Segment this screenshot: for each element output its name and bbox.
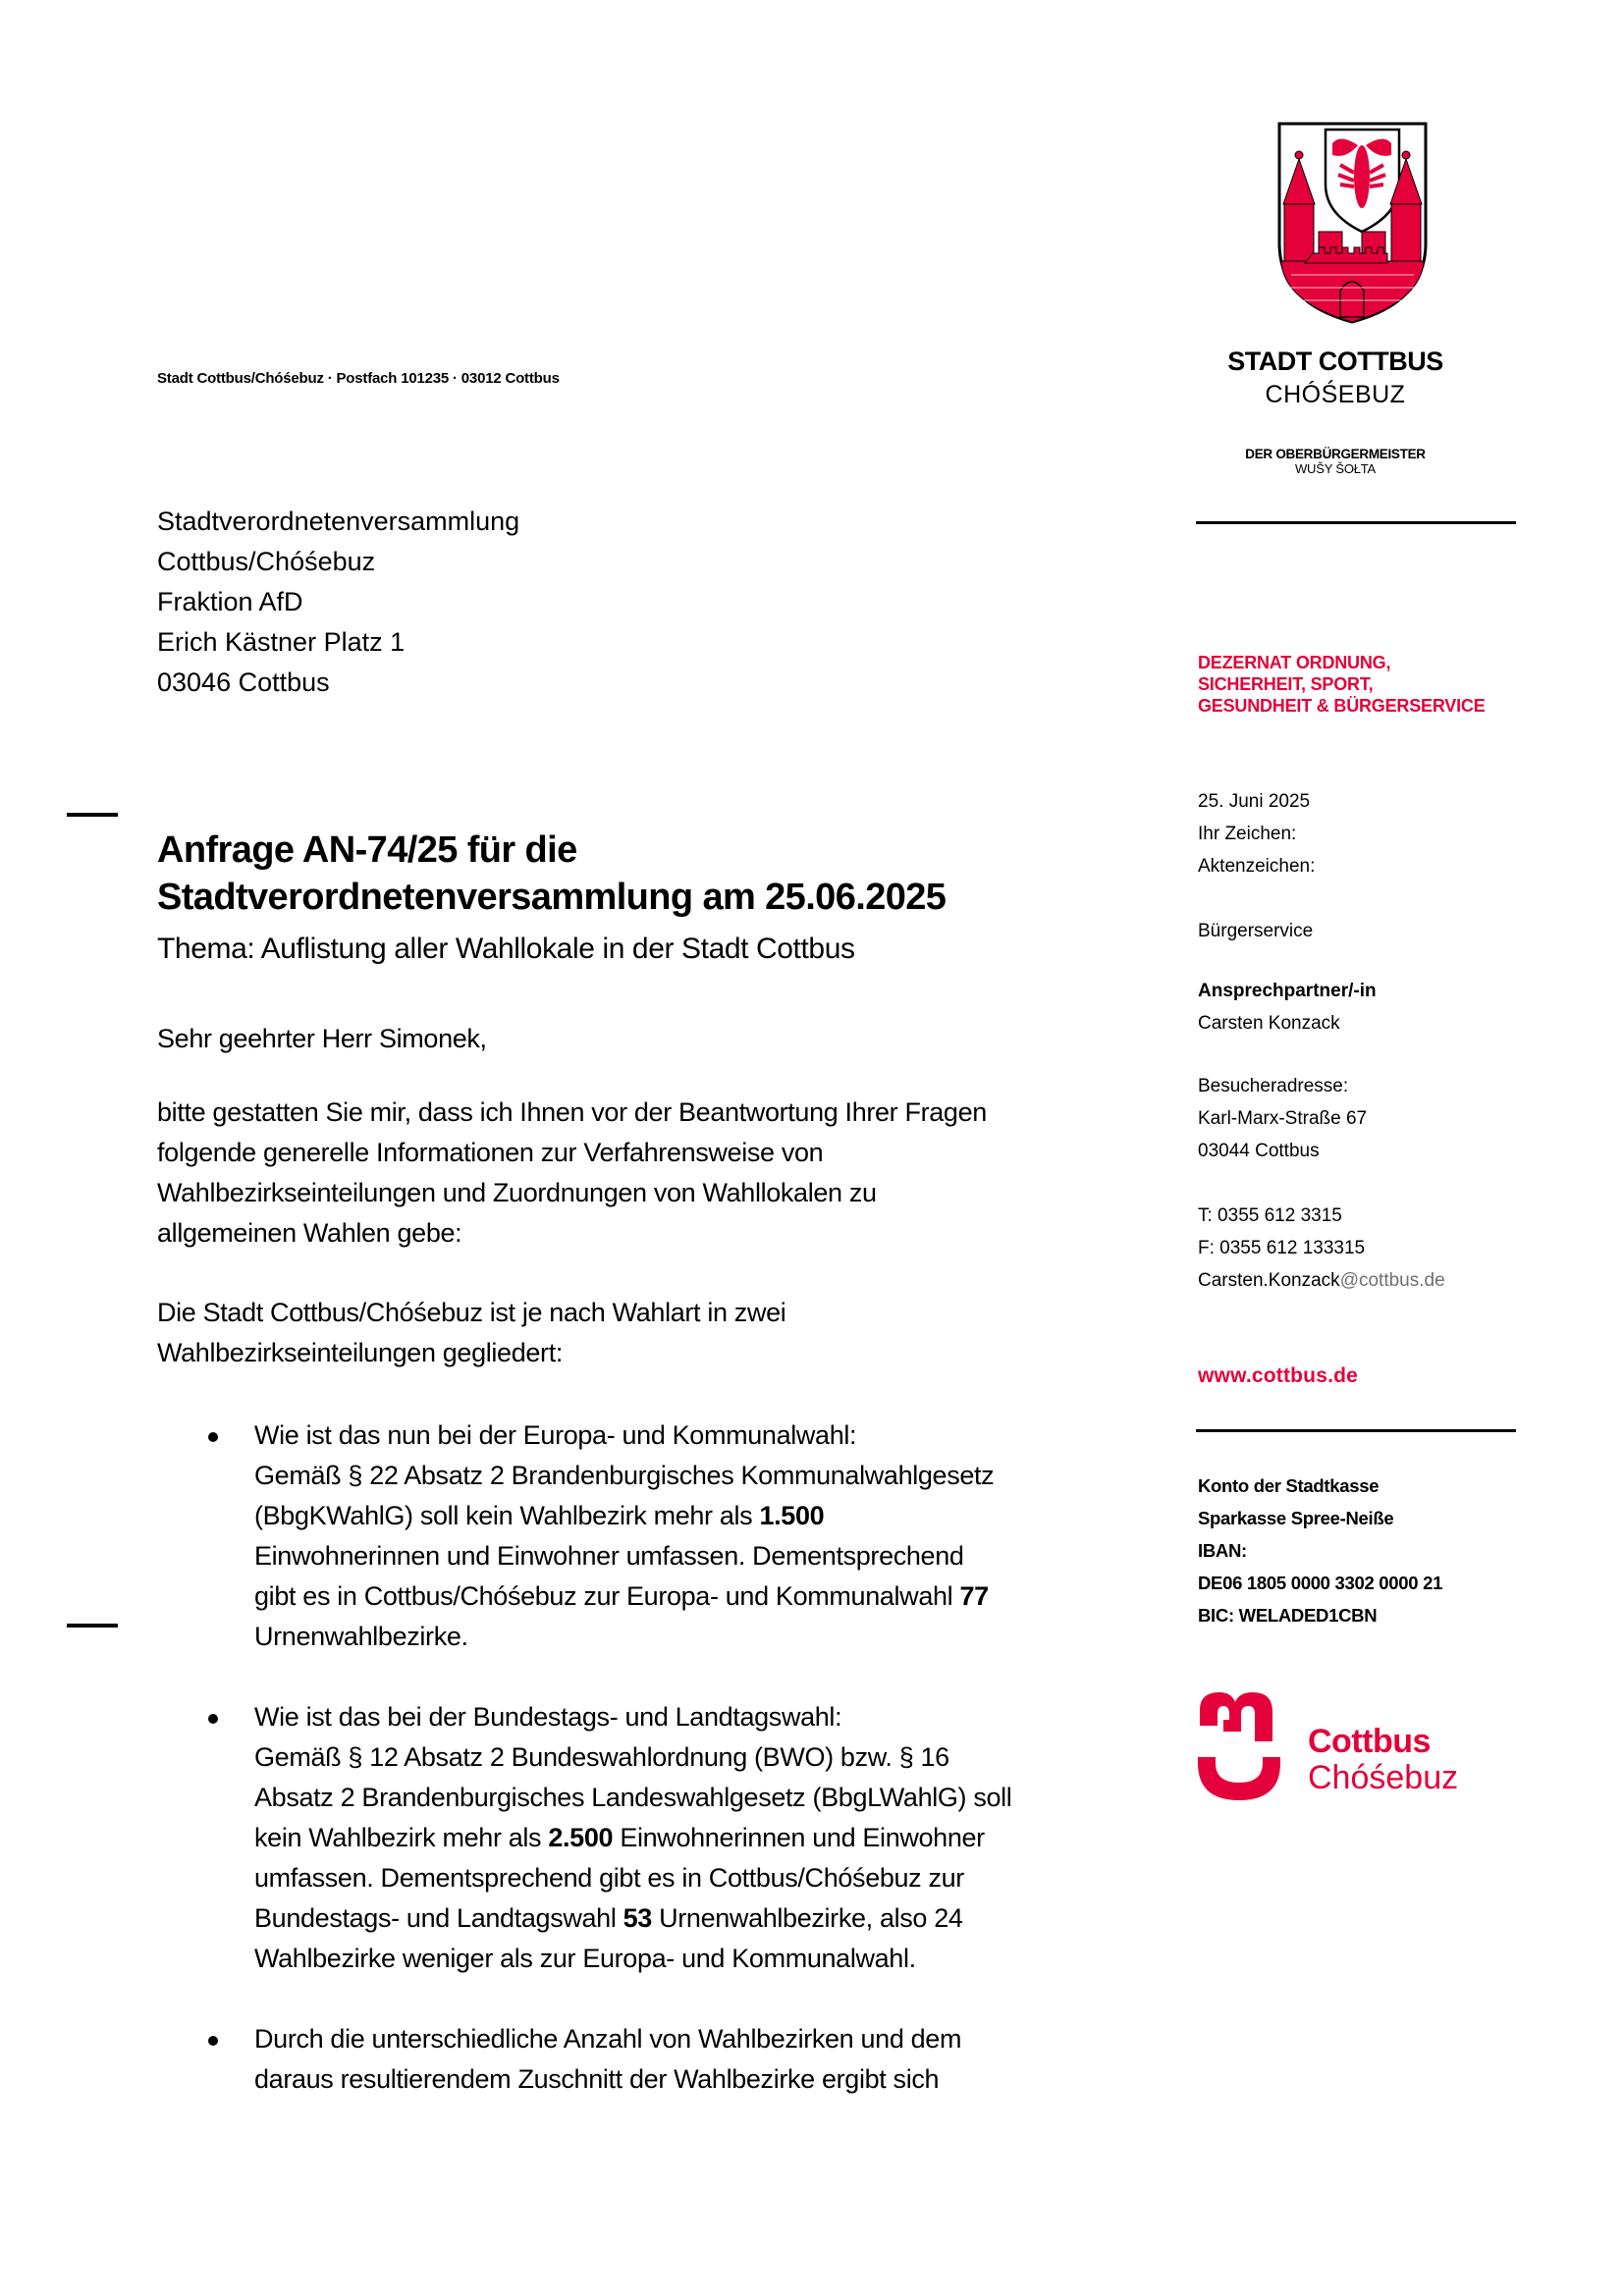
recipient-line: Erich Kästner Platz 1 — [157, 627, 406, 657]
bold-number: 53 — [623, 1903, 652, 1933]
text-line: allgemeinen Wahlen gebe: — [157, 1218, 462, 1248]
text-line: Wahlbezirkseinteilungen gegliedert: — [157, 1338, 564, 1367]
bold-number: 2.500 — [548, 1823, 614, 1852]
text-line: Die Stadt Cottbus/Chóśebuz ist je nach Wahlart in zwei — [157, 1298, 786, 1327]
office-block — [1208, 447, 1463, 476]
text-line — [254, 1898, 1159, 1939]
logo-wordmark — [1308, 1724, 1458, 1796]
file-number-label: Aktenzeichen: — [1198, 856, 1316, 877]
bic: BIC: WELADED1CBN — [1198, 1605, 1378, 1626]
reference-block — [1198, 785, 1377, 1040]
department-line: SICHERHEIT, SPORT, — [1198, 674, 1374, 694]
text-line: Durch die unterschiedliche Anzahl von Wahlbezirken und dem — [254, 2024, 962, 2054]
text-span: kein Wahlbezirk mehr als — [254, 1823, 549, 1852]
recipient-line: 03046 Cottbus — [157, 667, 330, 697]
visitor-address-label: Besucheradresse: — [1198, 1076, 1349, 1096]
bullet-icon — [208, 2036, 218, 2046]
contact-block — [1198, 1070, 1445, 1297]
text-line: Gemäß § 12 Absatz 2 Bundeswahlordnung (BWO) bzw. § 16 — [254, 1742, 949, 1772]
divider — [1196, 1429, 1516, 1432]
logo-line-chosebuz: Chóśebuz — [1308, 1759, 1459, 1796]
visitor-city: 03044 Cottbus — [1198, 1141, 1320, 1161]
text-span: Einwohnerinnen und Einwohner — [613, 1823, 985, 1852]
iban: DE06 1805 0000 3302 0000 21 — [1198, 1573, 1443, 1593]
city-name-sorbian: CHÓŚEBUZ — [1265, 381, 1406, 408]
text-span: gibt es in Cottbus/Chóśebuz zur Europa- und Kommunalwahl — [254, 1581, 960, 1611]
text-span: Bundestags- und Landtagswahl — [254, 1903, 623, 1933]
text-line — [254, 1818, 1159, 1858]
document-subtitle: Thema: Auflistung aller Wahllokale in der Stadt Cottbus — [157, 933, 855, 965]
bank-title: Konto der Stadtkasse — [1198, 1475, 1380, 1496]
visitor-street: Karl-Marx-Straße 67 — [1198, 1108, 1368, 1129]
recipient-line: Stadtverordnetenversammlung — [157, 507, 520, 536]
title-line: Anfrage AN-74/25 für die — [157, 829, 577, 871]
text-line: Gemäß § 22 Absatz 2 Brandenburgisches Kommunalwahlgesetz — [254, 1461, 995, 1490]
bold-number: 77 — [959, 1581, 989, 1611]
text-line — [254, 1496, 1159, 1536]
bullet-item-wahlbezirk-zuschnitt — [157, 2019, 1159, 2100]
contact-label: Ansprechpartner/-in — [1198, 981, 1377, 1001]
document-title — [157, 827, 946, 921]
bank-name: Sparkasse Spree-Neiße — [1198, 1508, 1394, 1528]
letter-date: 25. Juni 2025 — [1198, 791, 1311, 812]
text-span: Urnenwahlbezirke, also 24 — [651, 1903, 963, 1933]
email-domain: @cottbus.de — [1339, 1270, 1445, 1291]
text-line: Urnenwahlbezirke. — [254, 1622, 468, 1651]
text-line: umfassen. Dementsprechend gibt es in Cottbus/Chóśebuz zur — [254, 1863, 964, 1893]
office-title: DER OBERBÜRGERMEISTER — [1245, 447, 1426, 461]
logo-line-cottbus: Cottbus — [1308, 1723, 1431, 1760]
iban-label: IBAN: — [1198, 1540, 1247, 1561]
email-link[interactable] — [1198, 1264, 1445, 1297]
divider — [1196, 521, 1516, 524]
coat-of-arms-icon — [1272, 116, 1434, 327]
department-line: GESUNDHEIT & BÜRGERSERVICE — [1198, 696, 1486, 716]
cottbus-logo-icon — [1198, 1690, 1286, 1800]
text-line — [254, 1576, 1159, 1617]
contact-name: Carsten Konzack — [1198, 1013, 1340, 1034]
department-line: DEZERNAT ORDNUNG, — [1198, 653, 1391, 672]
city-name: STADT COTTBUS — [1227, 347, 1443, 376]
website-link[interactable]: www.cottbus.de — [1198, 1364, 1359, 1387]
office-title-sorbian: WUŠY ŠOŁTA — [1294, 461, 1377, 476]
city-name-block — [1208, 347, 1463, 409]
text-line: bitte gestatten Sie mir, dass ich Ihnen vor der Beantwortung Ihrer Fragen — [157, 1097, 987, 1127]
text-line: Wahlbezirke weniger als zur Europa- und Kommunalwahl. — [254, 1944, 916, 1973]
text-line: Wie ist das nun bei der Europa- und Kommunalwahl: — [254, 1420, 857, 1450]
title-line: Stadtverordnetenversammlung am 25.06.2025 — [157, 877, 947, 918]
bank-details — [1198, 1469, 1442, 1631]
structure-paragraph — [157, 1293, 1159, 1373]
bullet-list — [157, 1415, 1159, 2140]
phone-number: T: 0355 612 3315 — [1198, 1205, 1342, 1226]
bullet-item-bundestag-landtag — [157, 1697, 1159, 1979]
text-span: (BbgKWahlG) soll kein Wahlbezirk mehr als — [254, 1501, 760, 1530]
intro-paragraph — [157, 1093, 1159, 1254]
text-line: folgende generelle Informationen zur Verfahrensweise von — [157, 1138, 824, 1167]
salutation: Sehr geehrter Herr Simonek, — [157, 1024, 487, 1053]
sender-return-address: Stadt Cottbus/Chóśebuz · Postfach 101235 · 03012 Cottbus — [157, 370, 560, 387]
text-line: Wie ist das bei der Bundestags- und Landtagswahl: — [254, 1702, 842, 1732]
recipient-line: Fraktion AfD — [157, 587, 303, 616]
your-reference-label: Ihr Zeichen: — [1198, 824, 1297, 844]
text-line: Einwohnerinnen und Einwohner umfassen. Dementsprechend — [254, 1541, 964, 1571]
text-line: Absatz 2 Brandenburgisches Landeswahlgesetz (BbgLWahlG) soll — [254, 1783, 1012, 1812]
bullet-icon — [208, 1714, 218, 1724]
recipient-address — [157, 502, 519, 703]
bullet-icon — [208, 1432, 218, 1442]
text-line: daraus resultierendem Zuschnitt der Wahlbezirke ergibt sich — [254, 2064, 940, 2094]
unit-name: Bürgerservice — [1198, 921, 1314, 941]
email-user: Carsten.Konzack — [1198, 1270, 1340, 1291]
fold-mark-top — [67, 813, 118, 817]
fold-mark-bottom — [67, 1624, 118, 1628]
bullet-item-europa-kommunal — [157, 1415, 1159, 1657]
bold-number: 1.500 — [759, 1501, 825, 1530]
department-name — [1198, 652, 1486, 717]
recipient-line: Cottbus/Chóśebuz — [157, 547, 376, 576]
fax-number: F: 0355 612 133315 — [1198, 1238, 1366, 1258]
text-line: Wahlbezirkseinteilungen und Zuordnungen von Wahllokalen zu — [157, 1178, 877, 1207]
